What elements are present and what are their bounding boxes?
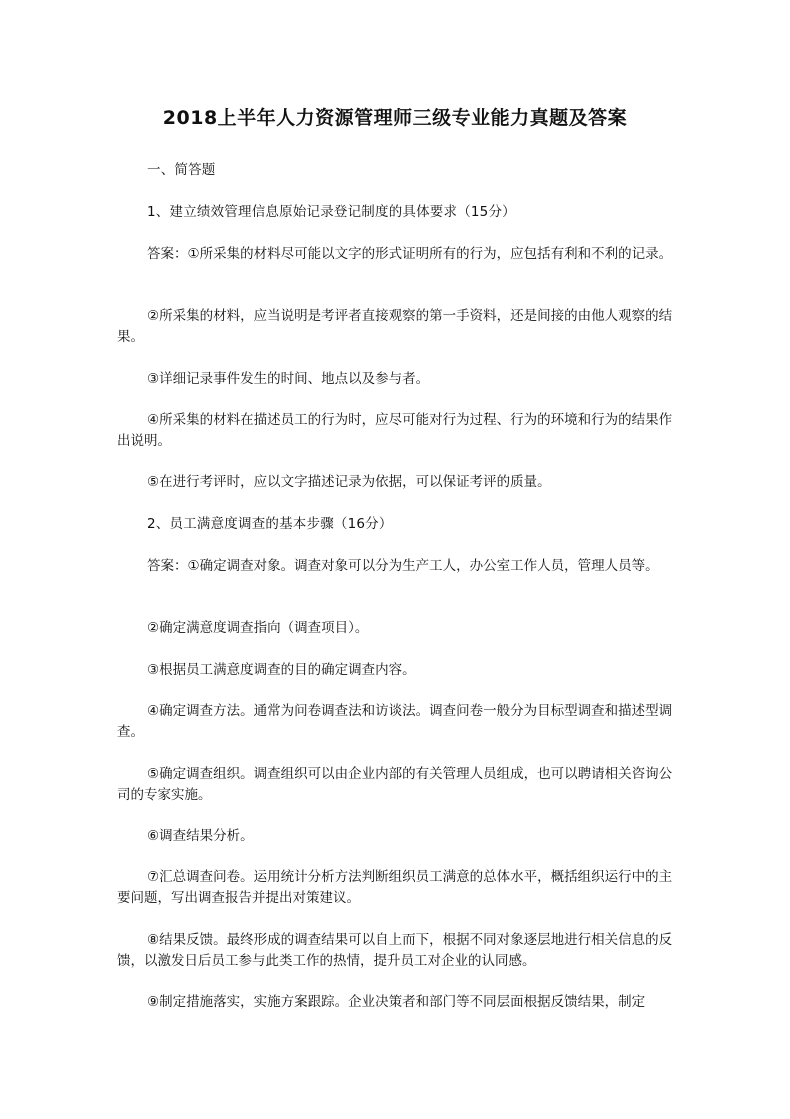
- q2-answer-6: ⑥调查结果分析。: [147, 828, 254, 844]
- q1-answer-5: ⑤在进行考评时，应以文字描述记录为依据，可以保证考评的质量。: [147, 474, 551, 490]
- q1-answer-1: 答案：①所采集的材料尽可能以文字的形式证明所有的行为，应包括有利和不利的记录。: [147, 246, 673, 262]
- q1-answer-4: ④所采集的材料在描述员工的行为时，应尽可能对行为过程、行为的环境和行为的结果作出说明。: [117, 412, 673, 449]
- q1-answer-2: ②所采集的材料，应当说明是考评者直接观察的第一手资料，还是间接的由他人观察的结果。: [117, 308, 673, 345]
- document-title: 2018上半年人力资源管理师三级专业能力真题及答案: [162, 107, 628, 129]
- q2-answer-8: ⑧结果反馈。最终形成的调查结果可以自上而下，根据不同对象逐层地进行相关信息的反馈，以激发日后员工参与此类工作的热情，提升员工对企业的认同感。: [117, 932, 673, 969]
- q2-answer-5: ⑤确定调查组织。调查组织可以由企业内部的有关管理人员组成，也可以聘请相关咨询公司的专家实施。: [117, 766, 673, 803]
- question-1: 1、建立绩效管理信息原始记录登记制度的具体要求（15分）: [147, 204, 516, 220]
- q1-answer-3: ③详细记录事件发生的时间、地点以及参与者。: [147, 371, 430, 387]
- q2-answer-2: ②确定满意度调查指向（调查项目）。: [147, 620, 369, 636]
- q2-answer-1: 答案：①确定调查对象。调查对象可以分为生产工人，办公室工作人员，管理人员等。: [147, 558, 659, 574]
- question-2: 2、员工满意度调查的基本步骤（16分）: [147, 516, 393, 532]
- q2-answer-9: ⑨制定措施落实，实施方案跟踪。企业决策者和部门等不同层面根据反馈结果，制定: [147, 994, 646, 1010]
- q2-answer-7: ⑦汇总调查问卷。运用统计分析方法判断组织员工满意的总体水平，概括组织运行中的主要问题，写出调查报告并提出对策建议。: [117, 869, 673, 906]
- q2-answer-4: ④确定调查方法。通常为问卷调查法和访谈法。调查问卷一般分为目标型调查和描述型调查。: [117, 703, 673, 740]
- section-heading: 一、简答题: [147, 162, 216, 178]
- q2-answer-3: ③根据员工满意度调查的目的确定调查内容。: [147, 662, 416, 678]
